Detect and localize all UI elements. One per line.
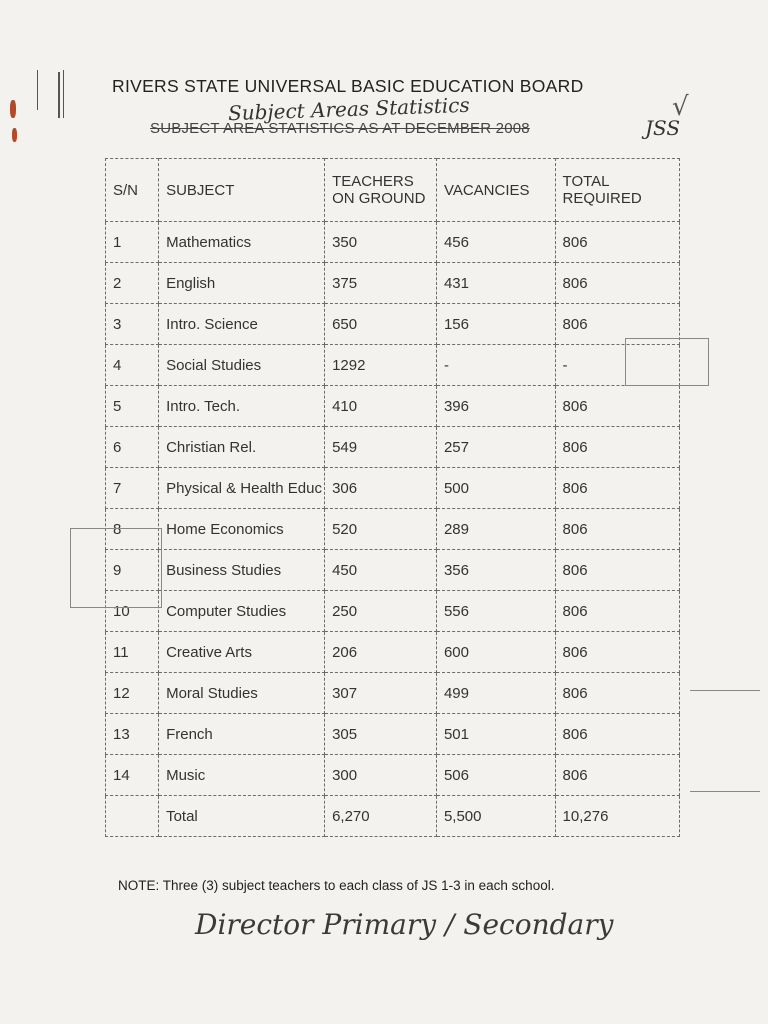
cell-total: 806 [555, 550, 679, 591]
cell-sn: 7 [106, 468, 159, 509]
cell-subject: Intro. Science [159, 304, 325, 345]
margin-mark [37, 70, 38, 110]
cell-sn: 3 [106, 304, 159, 345]
cell-vacancies: - [436, 345, 555, 386]
cell-total: 806 [555, 386, 679, 427]
table-row [106, 263, 680, 304]
cell-sn: 14 [106, 755, 159, 796]
table-body [106, 222, 680, 796]
cell-vacancies: 501 [436, 714, 555, 755]
cell-teachers: 307 [325, 673, 437, 714]
margin-mark [63, 70, 64, 118]
handwritten-subtitle: Subject Areas Statistics [227, 92, 471, 126]
cell-vacancies: 156 [436, 304, 555, 345]
cell-subject: Moral Studies [159, 673, 325, 714]
check-mark-icon: √ [672, 92, 689, 122]
cell-sn: 12 [106, 673, 159, 714]
cell-vacancies: 356 [436, 550, 555, 591]
table-row [106, 591, 680, 632]
table-row [106, 386, 680, 427]
cell-total: 806 [555, 468, 679, 509]
cell-teachers: 450 [325, 550, 437, 591]
column-header-subject: SUBJECT [159, 159, 325, 222]
cell-subject: Physical & Health Educ [159, 468, 325, 509]
cell-subject: Christian Rel. [159, 427, 325, 468]
cell-vacancies: 456 [436, 222, 555, 263]
cell-vacancies: 506 [436, 755, 555, 796]
cell-total: 806 [555, 509, 679, 550]
cell-sn: 5 [106, 386, 159, 427]
cell-total: 806 [555, 222, 679, 263]
cell-total: 806 [555, 632, 679, 673]
cell-sn: 13 [106, 714, 159, 755]
cell-subject: Home Economics [159, 509, 325, 550]
cell-teachers: 520 [325, 509, 437, 550]
cell-total: - [555, 345, 679, 386]
cell-sn: 8 [106, 509, 159, 550]
total-teachers: 6,270 [325, 796, 437, 837]
handwritten-level: JSS [645, 116, 681, 140]
table-row [106, 673, 680, 714]
pencil-box-mark [70, 528, 162, 608]
table-row [106, 468, 680, 509]
cell-total: 806 [555, 304, 679, 345]
cell-teachers: 650 [325, 304, 437, 345]
page-title: RIVERS STATE UNIVERSAL BASIC EDUCATION BOARD [112, 76, 584, 96]
cell-subject: French [159, 714, 325, 755]
cell-teachers: 549 [325, 427, 437, 468]
cell-sn: 9 [106, 550, 159, 591]
cell-subject: Intro. Tech. [159, 386, 325, 427]
table-row [106, 304, 680, 345]
cell-teachers: 375 [325, 263, 437, 304]
cell-vacancies: 396 [436, 386, 555, 427]
cell-teachers: 1292 [325, 345, 437, 386]
table-row [106, 222, 680, 263]
cell-vacancies: 556 [436, 591, 555, 632]
cell-sn: 10 [106, 591, 159, 632]
statistics-table [105, 158, 680, 837]
cell-total: 806 [555, 755, 679, 796]
cell-teachers: 305 [325, 714, 437, 755]
column-header-vacancies: VACANCIES [436, 159, 555, 222]
cell-sn: 1 [106, 222, 159, 263]
cell-teachers: 206 [325, 632, 437, 673]
cell-subject: Mathematics [159, 222, 325, 263]
table-row [106, 550, 680, 591]
cell-vacancies: 500 [436, 468, 555, 509]
cell-total: 806 [555, 427, 679, 468]
margin-mark [58, 72, 60, 118]
cell-sn: 4 [106, 345, 159, 386]
cell-sn: 2 [106, 263, 159, 304]
cell-vacancies: 600 [436, 632, 555, 673]
table-row [106, 345, 680, 386]
column-header-total: TOTAL REQUIRED [555, 159, 679, 222]
footnote: NOTE: Three (3) subject teachers to each class of JS 1-3 in each school. [118, 878, 555, 893]
cell-subject: Social Studies [159, 345, 325, 386]
ink-stain [10, 100, 16, 118]
handwritten-signature: Director Primary / Secondary [195, 908, 614, 941]
printed-subtitle: SUBJECT AREA STATISTICS AS AT DECEMBER 2008 [150, 120, 530, 137]
total-vacancies: 5,500 [436, 796, 555, 837]
cell-vacancies: 499 [436, 673, 555, 714]
cell-vacancies: 257 [436, 427, 555, 468]
total-required: 10,276 [555, 796, 679, 837]
cell-teachers: 300 [325, 755, 437, 796]
column-header-sn: S/N [106, 159, 159, 222]
cell-total: 806 [555, 263, 679, 304]
cell-teachers: 250 [325, 591, 437, 632]
ink-stain [12, 128, 17, 142]
cell-subject: Computer Studies [159, 591, 325, 632]
column-header-teachers: TEACHERS ON GROUND [325, 159, 437, 222]
cell-total: 806 [555, 673, 679, 714]
cell-subject: Business Studies [159, 550, 325, 591]
table-row [106, 755, 680, 796]
cell-subject: English [159, 263, 325, 304]
table-row [106, 632, 680, 673]
cell-sn: 6 [106, 427, 159, 468]
pencil-box-mark [625, 338, 709, 386]
table-total-row [106, 796, 680, 837]
cell-teachers: 306 [325, 468, 437, 509]
total-sn [106, 796, 159, 837]
cell-vacancies: 431 [436, 263, 555, 304]
table-header-row [106, 159, 680, 222]
cell-vacancies: 289 [436, 509, 555, 550]
cell-teachers: 410 [325, 386, 437, 427]
cell-subject: Creative Arts [159, 632, 325, 673]
total-label: Total [159, 796, 325, 837]
pencil-lines-mark [690, 690, 760, 792]
cell-total: 806 [555, 591, 679, 632]
cell-sn: 11 [106, 632, 159, 673]
cell-teachers: 350 [325, 222, 437, 263]
cell-subject: Music [159, 755, 325, 796]
table-row [106, 427, 680, 468]
table-row [106, 714, 680, 755]
table-row [106, 509, 680, 550]
cell-total: 806 [555, 714, 679, 755]
